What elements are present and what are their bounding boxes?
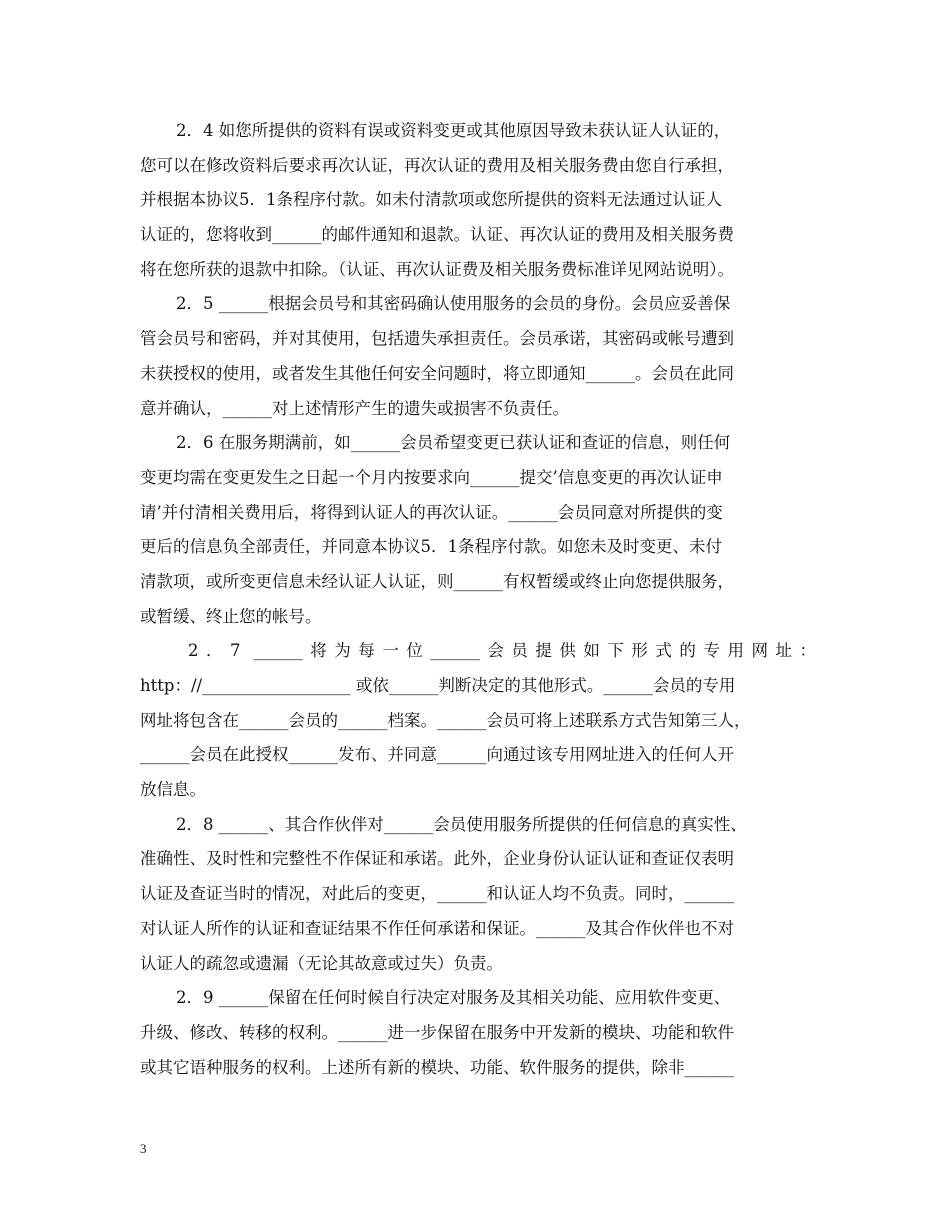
- paragraph-2-8-line-1: 2．8 ______、其合作伙伴对______会员使用服务所提供的任何信息的真实性、: [176, 814, 747, 834]
- paragraph-2-7-line-1: 2．7 ______将为每一位______会员提供如下形式的专用网址：: [188, 641, 816, 661]
- document-body: [140, 114, 816, 1085]
- paragraph-2-6-line-2: 变更均需在变更发生之日起一个月内按要求向______提交’信息变更的再次认证申: [140, 467, 723, 487]
- paragraph-2-6-line-4: 更后的信息负全部责任，并同意本协议5．1条程序付款。如您未及时变更、未付: [140, 537, 722, 557]
- paragraph-2-4-line-3: 并根据本协议5．1条程序付款。如未付清款项或您所提供的资料无法通过认证人: [140, 190, 722, 210]
- paragraph-2-9-line-3: 或其它语种服务的权利。上述所有新的模块、功能、软件服务的提供，除非______: [140, 1057, 734, 1077]
- paragraph-2-7-line-5: 放信息。: [140, 780, 206, 800]
- paragraph-2-9-line-1: 2．9 ______保留在任何时候自行决定对服务及其相关功能、应用软件变更、: [176, 988, 731, 1008]
- paragraph-2-5-line-2: 管会员号和密码，并对其使用，包括遗失承担责任。会员承诺，其密码或帐号遭到: [140, 329, 734, 349]
- paragraph-2-6-line-3: 请’并付清相关费用后，将得到认证人的再次认证。______会员同意对所提供的变: [140, 502, 723, 522]
- paragraph-2-9-line-2: 升级、修改、转移的权利。______进一步保留在服务中开发新的模块、功能和软件: [140, 1022, 734, 1042]
- paragraph-2-8-line-2: 准确性、及时性和完整性不作保证和承诺。此外，企业身份认证认证和查证仅表明: [140, 849, 734, 869]
- paragraph-2-5-line-1: 2．5 ______根据会员号和其密码确认使用服务的会员的身份。会员应妥善保: [176, 294, 731, 314]
- paragraph-2-5-line-4: 意并确认，______对上述情形产生的遗失或损害不负责任。: [140, 398, 569, 418]
- paragraph-2-6-line-5: 清款项，或所变更信息未经认证人认证，则______有权暂缓或终止向您提供服务，: [140, 571, 734, 591]
- paragraph-2-7-line-2: http：//__________________ 或依______判断决定的其他形式。______会员的专用: [140, 676, 736, 695]
- paragraph-2-5-line-3: 未获授权的使用，或者发生其他任何安全问题时，将立即通知______。会员在此同: [140, 363, 734, 383]
- paragraph-2-8-line-3: 认证及查证当时的情况，对此后的变更，______和认证人均不负责。同时，______: [140, 884, 734, 904]
- paragraph-2-8-line-4: 对认证人所作的认证和查证结果不作任何承诺和保证。______及其合作伙伴也不对: [140, 918, 734, 938]
- paragraph-2-6-line-6: 或暂缓、终止您的帐号。: [140, 606, 322, 626]
- paragraph-2-4-line-4: 认证的，您将收到______的邮件通知和退款。认证、再次认证的费用及相关服务费: [140, 225, 734, 245]
- paragraph-2-7-line-3: 网址将包含在______会员的______档案。______会员可将上述联系方式告知第三人，: [140, 710, 751, 730]
- paragraph-2-7-line-4: ______会员在此授权______发布、并同意______向通过该专用网址进入的任何人开: [140, 745, 734, 765]
- page-number: 3: [140, 1141, 147, 1156]
- paragraph-2-4-line-5: 将在您所获的退款中扣除。（认证、再次认证费及相关服务费标准详见网站说明）。: [140, 259, 734, 279]
- paragraph-2-6-line-1: 2．6 在服务期满前，如______会员希望变更已获认证和查证的信息，则任何: [176, 433, 731, 453]
- paragraph-2-4-line-1: 2．4 如您所提供的资料有误或资料变更或其他原因导致未获认证人认证的，: [176, 121, 731, 140]
- paragraph-2-4-line-2: 您可以在修改资料后要求再次认证，再次认证的费用及相关服务费由您自行承担，: [140, 155, 734, 175]
- paragraph-2-8-line-5: 认证人的疏忽或遗漏（无论其故意或过失）负责。: [140, 953, 503, 973]
